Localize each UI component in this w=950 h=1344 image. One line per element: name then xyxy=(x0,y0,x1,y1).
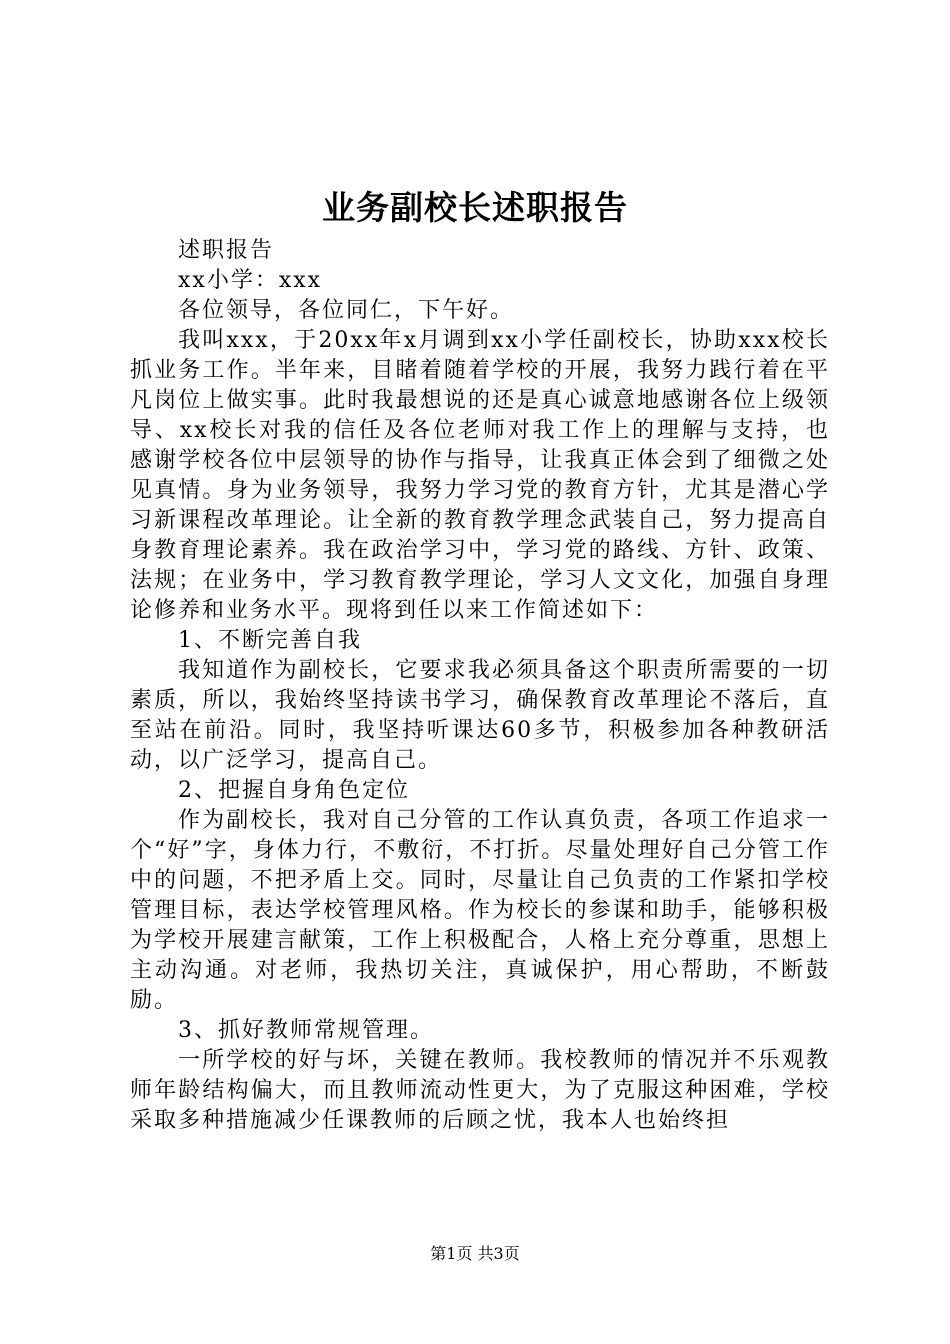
paragraph-section-1: 我知道作为副校长，它要求我必须具备这个职责所需要的一切素质，所以，我始终坚持读书学习，确保教育改革理论不落后，直至站在前沿。同时，我坚持听课达60多节，积极参加各种教研活动，以广泛学习，提高自己。 xyxy=(130,658,830,773)
paragraph-author: xx小学：xxx xyxy=(178,268,323,293)
section-heading-1: 1、不断完善自我 xyxy=(178,628,362,653)
section-heading-2: 2、把握自身角色定位 xyxy=(178,778,410,803)
paragraph-section-2: 作为副校长，我对自己分管的工作认真负责，各项工作追求一个“好”字，身体力行，不敷衍，不打折。尽量处理好自己分管工作中的问题，不把矛盾上交。同时，尽量让自己负责的工作紧扣学校管理目标，表达学校管理风格。作为校长的参谋和助手，能够积极为学校开展建言献策，工作上积极配合，人格上充分尊重，思想上主动沟通。对老师，我热切关注，真诚保护，用心帮助，不断鼓励。 xyxy=(130,808,830,1013)
paragraph-section-3: 一所学校的好与坏，关键在教师。我校教师的情况并不乐观教师年龄结构偏大，而且教师流动性更大，为了克服这种困难，学校采取多种措施减少任课教师的后顾之忧，我本人也始终担 xyxy=(130,1048,830,1133)
paragraph-subtitle: 述职报告 xyxy=(178,238,275,263)
section-heading-3: 3、抓好教师常规管理。 xyxy=(178,1018,434,1043)
paragraph-greeting: 各位领导，各位同仁，下午好。 xyxy=(178,298,515,323)
document-title: 业务副校长述职报告 xyxy=(322,188,628,227)
page-footer: 第1页 共3页 xyxy=(430,1244,520,1263)
paragraph-intro: 我叫xxx，于20xx年x月调到xx小学任副校长，协助xxx校长抓业务工作。半年来，目睹着随着学校的开展，我努力践行着在平凡岗位上做实事。此时我最想说的还是真心诚意地感谢各位上级领导、xx校长对我的信任及各位老师对我工作上的理解与支持，也感谢学校各位中层领导的协作与指导，让我真正体会到了细微之处见真情。身为业务领导，我努力学习党的教育方针，尤其是潜心学习新课程改革理论。让全新的教育教学理念武装自己，努力提高自身教育理论素养。我在政治学习中，学习党的路线、方针、政策、法规；在业务中，学习教育教学理论，学习人文文化，加强自身理论修养和业务水平。现将到任以来工作简述如下： xyxy=(130,328,830,623)
document-body xyxy=(130,236,830,1136)
